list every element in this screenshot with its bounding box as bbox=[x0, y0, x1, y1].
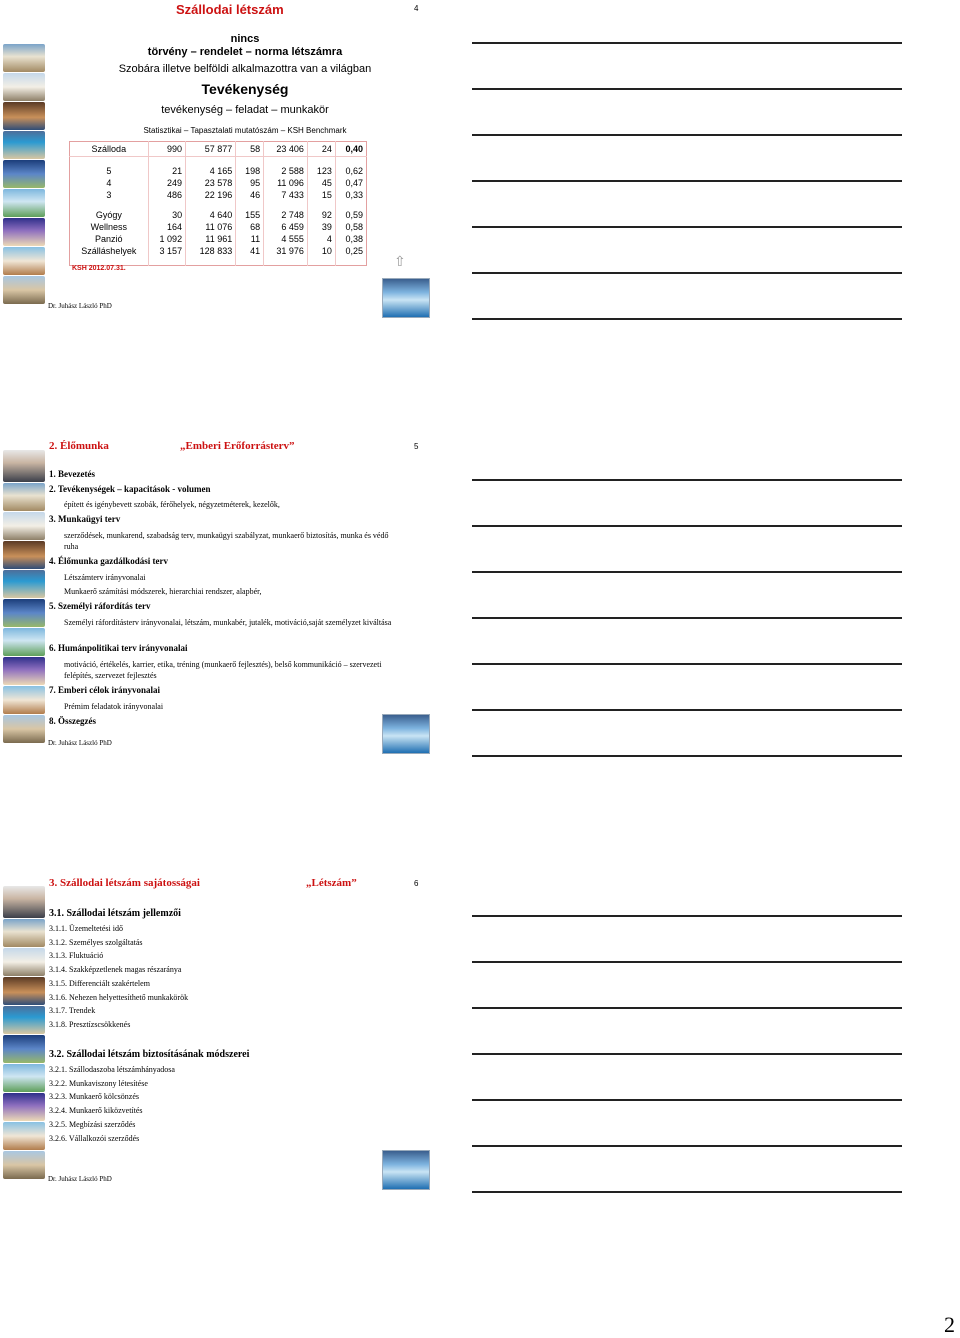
table-cell: 4 165 bbox=[186, 165, 236, 177]
table-cell: 30 bbox=[148, 209, 185, 221]
author-photo bbox=[3, 886, 45, 918]
table-row bbox=[70, 221, 367, 233]
table-cell: 0,40 bbox=[335, 142, 366, 157]
table-row bbox=[70, 245, 367, 257]
table-cell bbox=[236, 257, 264, 266]
outline-detail: Személyi ráfordításterv irányvonalai, létszám, munkabér, jutalék, motiváció,saját személyzet kiváltása bbox=[64, 618, 392, 627]
table-cell bbox=[236, 157, 264, 166]
pool-hotel-photo bbox=[382, 1150, 430, 1190]
table-cell bbox=[335, 201, 366, 209]
table-cell: 0,62 bbox=[335, 165, 366, 177]
table-cell: Szálláshelyek bbox=[81, 246, 137, 256]
slide-3-title-left: 3. Szállodai létszám sajátosságai bbox=[49, 877, 200, 889]
hotel-photo bbox=[3, 570, 45, 598]
table-cell: 4 bbox=[106, 178, 112, 188]
table-cell: 5 bbox=[106, 166, 112, 176]
list-item: 3.2.2. Munkaviszony létesítése bbox=[49, 1078, 148, 1088]
table-cell: 39 bbox=[307, 221, 335, 233]
page-number: 2 bbox=[944, 1312, 955, 1337]
table-cell bbox=[70, 201, 149, 209]
list-item: 3.1.2. Személyes szolgáltatás bbox=[49, 937, 143, 947]
table-cell bbox=[148, 257, 185, 266]
s1-caption: Statisztikai – Tapasztalati mutatószám – KSH Benchmark bbox=[143, 126, 347, 135]
table-row bbox=[70, 233, 367, 245]
table-cell bbox=[186, 157, 236, 166]
slide-1-number: 4 bbox=[414, 4, 419, 13]
table-row bbox=[70, 157, 367, 166]
hotel-photo bbox=[3, 1151, 45, 1179]
s1-line-2: törvény – rendelet – norma létszámra bbox=[147, 46, 343, 58]
hotel-photo bbox=[3, 512, 45, 540]
outline-item: 7. Emberi célok irányvonalai bbox=[49, 685, 160, 695]
table-row bbox=[70, 201, 367, 209]
table-cell: 6 459 bbox=[264, 221, 308, 233]
table-cell: 10 bbox=[307, 245, 335, 257]
outline-detail: szerződések, munkarend, szabadság terv, munkaügyi szabályzat, munkaerő biztosítás, munka és védő ruha bbox=[64, 531, 389, 551]
table-cell: 23 406 bbox=[264, 142, 308, 157]
table-cell bbox=[148, 157, 185, 166]
hotel-photo bbox=[3, 1035, 45, 1063]
table-cell: 4 640 bbox=[186, 209, 236, 221]
ksh-benchmark-table bbox=[69, 141, 367, 266]
table-cell: 11 076 bbox=[186, 221, 236, 233]
table-cell: 198 bbox=[236, 165, 264, 177]
table-cell: 22 196 bbox=[186, 189, 236, 201]
outline-detail: Munkaerő számítási módszerek, hierarchiai rendszer, alapbér, bbox=[64, 587, 262, 596]
list-item: 3.1.5. Differenciált szakértelem bbox=[49, 978, 150, 988]
hotel-photo bbox=[3, 73, 45, 101]
hotel-photo bbox=[3, 1093, 45, 1121]
table-cell bbox=[186, 257, 236, 266]
hotel-photo bbox=[3, 919, 45, 947]
hotel-photo bbox=[3, 131, 45, 159]
slide-2-thumbnails bbox=[3, 450, 45, 744]
section-heading: 3.2. Szállodai létszám biztosításának módszerei bbox=[49, 1049, 250, 1060]
list-item: 3.2.3. Munkaerő kölcsönzés bbox=[49, 1092, 139, 1102]
list-item: 3.1.1. Üzemeltetési idő bbox=[49, 924, 123, 933]
hotel-photo bbox=[3, 686, 45, 714]
slide-3-footer: Dr. Juhász László PhD bbox=[48, 1175, 112, 1183]
table-cell: 21 bbox=[148, 165, 185, 177]
table-cell: 24 bbox=[307, 142, 335, 157]
table-cell bbox=[186, 201, 236, 209]
section-heading: 3.1. Szállodai létszám jellemzői bbox=[49, 908, 181, 919]
table-cell: 92 bbox=[307, 209, 335, 221]
hotel-photo bbox=[3, 715, 45, 743]
list-item: 3.2.4. Munkaerő kiközvetítés bbox=[49, 1106, 143, 1116]
outline-item: 3. Munkaügyi terv bbox=[49, 514, 121, 524]
table-cell: 46 bbox=[236, 189, 264, 201]
outline-item: 2. Tevékenységek – kapacitások - volumen bbox=[49, 484, 211, 494]
table-cell bbox=[335, 157, 366, 166]
table-cell: 3 bbox=[106, 190, 112, 200]
outline-detail: Létszámterv irányvonalai bbox=[64, 573, 146, 582]
table-cell bbox=[307, 157, 335, 166]
slide-1-footer: Dr. Juhász László PhD bbox=[48, 302, 112, 310]
table-cell: 11 961 bbox=[186, 233, 236, 245]
table-cell bbox=[264, 157, 308, 166]
table-cell bbox=[236, 201, 264, 209]
outline-detail: épített és igénybevett szobák, férőhelyek, négyzetméterek, kezelők, bbox=[64, 500, 280, 509]
table-cell: 990 bbox=[148, 142, 185, 157]
table-cell: 155 bbox=[236, 209, 264, 221]
slide-3-thumbnails bbox=[3, 886, 45, 1180]
up-arrow-icon: ⇧ bbox=[394, 254, 406, 270]
table-cell: 23 578 bbox=[186, 177, 236, 189]
hotel-photo bbox=[3, 599, 45, 627]
list-item: 3.2.5. Megbízási szerződés bbox=[49, 1119, 136, 1129]
hotel-photo bbox=[3, 483, 45, 511]
table-cell: 0,59 bbox=[335, 209, 366, 221]
hotel-photo bbox=[3, 977, 45, 1005]
table-cell: 7 433 bbox=[264, 189, 308, 201]
table-cell bbox=[70, 157, 149, 166]
table-cell bbox=[335, 257, 366, 266]
list-item: 3.1.6. Nehezen helyettesíthető munkakörök bbox=[49, 992, 189, 1002]
table-cell: Panzió bbox=[95, 234, 123, 244]
table-row bbox=[70, 189, 367, 201]
list-item: 3.1.4. Szakképzetlenek magas részaránya bbox=[49, 965, 182, 975]
table-row bbox=[70, 209, 367, 221]
hotel-photo bbox=[3, 44, 45, 72]
hotel-photo bbox=[3, 218, 45, 246]
table-row bbox=[70, 177, 367, 189]
table-cell: 486 bbox=[148, 189, 185, 201]
table-cell: Gyógy bbox=[95, 210, 122, 220]
table-cell: Wellness bbox=[90, 222, 127, 232]
slide-1-title: Szállodai létszám bbox=[176, 2, 284, 17]
table-cell: 68 bbox=[236, 221, 264, 233]
table-cell: 249 bbox=[148, 177, 185, 189]
hotel-photo bbox=[3, 657, 45, 685]
table-cell: 2 588 bbox=[264, 165, 308, 177]
table-cell: Szálloda bbox=[70, 142, 149, 157]
outline-item: 5. Személyi ráfordítás terv bbox=[49, 601, 151, 611]
table-cell: 164 bbox=[148, 221, 185, 233]
outline-item: 6. Humánpolitikai terv irányvonalai bbox=[49, 643, 188, 653]
hotel-photo bbox=[3, 541, 45, 569]
table-cell: 123 bbox=[307, 165, 335, 177]
outline-item: 4. Élőmunka gazdálkodási terv bbox=[49, 556, 169, 566]
hotel-photo bbox=[3, 1006, 45, 1034]
s1-heading: Tevékenység bbox=[201, 81, 289, 97]
table-cell: 95 bbox=[236, 177, 264, 189]
table-cell: 4 555 bbox=[264, 233, 308, 245]
outline-detail: motiváció, értékelés, karrier, etika, tréning (munkaerő fejlesztés), belső kommunikáció – szervezeti felépítés, szervezet fejlesztés bbox=[64, 660, 382, 680]
table-cell: 1 092 bbox=[148, 233, 185, 245]
s1-line-3: Szobára illetve belföldi alkalmazottra van a világban bbox=[118, 63, 372, 75]
table-cell: 0,47 bbox=[335, 177, 366, 189]
table-cell bbox=[264, 257, 308, 266]
table-cell bbox=[148, 201, 185, 209]
pool-hotel-photo bbox=[382, 278, 430, 318]
table-cell: 0,58 bbox=[335, 221, 366, 233]
table-cell: 31 976 bbox=[264, 245, 308, 257]
list-item: 3.2.6. Vállalkozói szerződés bbox=[49, 1133, 140, 1143]
pool-hotel-photo bbox=[382, 714, 430, 754]
s1-subheading: tevékenység – feladat – munkakör bbox=[161, 104, 329, 116]
table-cell: 58 bbox=[236, 142, 264, 157]
list-item: 3.1.8. Presztízscsökkenés bbox=[49, 1019, 131, 1029]
table-cell: 3 157 bbox=[148, 245, 185, 257]
slide-1-thumbnails bbox=[3, 44, 45, 305]
slide-2-number: 5 bbox=[414, 442, 419, 451]
table-row bbox=[70, 142, 367, 157]
slide-3-number: 6 bbox=[414, 879, 419, 888]
slide-3-title-right: „Létszám” bbox=[306, 877, 357, 889]
table-cell: 15 bbox=[307, 189, 335, 201]
ksh-source: KSH 2012.07.31. bbox=[72, 265, 126, 272]
list-item: 3.2.1. Szállodaszoba létszámhányadosa bbox=[49, 1065, 175, 1074]
table-cell: 41 bbox=[236, 245, 264, 257]
slide-2-title-right: „Emberi Erőforrásterv” bbox=[180, 440, 295, 452]
hotel-photo bbox=[3, 948, 45, 976]
table-cell: 0,25 bbox=[335, 245, 366, 257]
hotel-photo bbox=[3, 1122, 45, 1150]
outline-detail: Prémim feladatok irányvonalai bbox=[64, 702, 164, 711]
author-photo bbox=[3, 450, 45, 482]
outline-item: 1. Bevezetés bbox=[49, 469, 95, 479]
s1-line-1: nincs bbox=[230, 33, 260, 45]
outline-item: 8. Összegzés bbox=[49, 716, 96, 726]
table-cell: 2 748 bbox=[264, 209, 308, 221]
table-cell bbox=[307, 201, 335, 209]
hotel-photo bbox=[3, 247, 45, 275]
hotel-photo bbox=[3, 1064, 45, 1092]
table-cell: 11 096 bbox=[264, 177, 308, 189]
table-cell bbox=[307, 257, 335, 266]
table-cell: 57 877 bbox=[186, 142, 236, 157]
hotel-photo bbox=[3, 628, 45, 656]
hotel-photo bbox=[3, 189, 45, 217]
table-cell: 0,38 bbox=[335, 233, 366, 245]
hotel-photo bbox=[3, 276, 45, 304]
table-cell: 11 bbox=[236, 233, 264, 245]
table-cell: 128 833 bbox=[186, 245, 236, 257]
table-cell: 0,33 bbox=[335, 189, 366, 201]
table-row bbox=[70, 165, 367, 177]
list-item: 3.1.7. Trendek bbox=[49, 1006, 96, 1016]
list-item: 3.1.3. Fluktuáció bbox=[49, 951, 104, 961]
table-cell: 45 bbox=[307, 177, 335, 189]
table-cell bbox=[264, 201, 308, 209]
hotel-photo bbox=[3, 160, 45, 188]
slide-2-title-left: 2. Élőmunka bbox=[49, 440, 109, 452]
slide-2-footer: Dr. Juhász László PhD bbox=[48, 739, 112, 747]
table-cell: 4 bbox=[307, 233, 335, 245]
hotel-photo bbox=[3, 102, 45, 130]
